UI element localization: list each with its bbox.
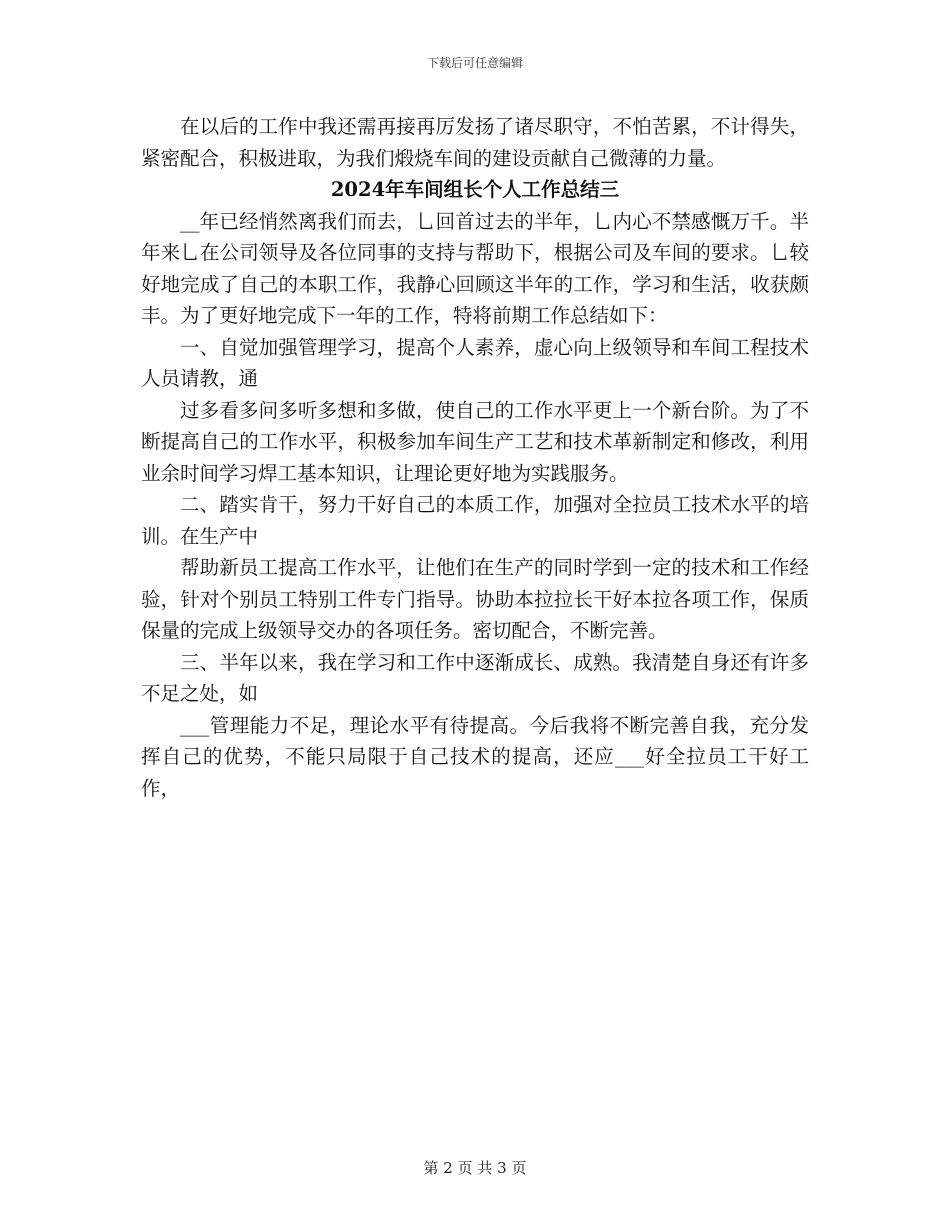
page-number: 第 2 页 共 3 页: [423, 1159, 527, 1177]
paragraph-point-2-cont: 帮助新员工提高工作水平，让他们在生产的同时学到一定的技术和工作经验，针对个别员工特别工件专门指导。协助本拉拉长干好本拉各项工作，保质保量的完成上级领导交办的各项任务。密切配合，不断完善。: [141, 556, 809, 642]
paragraph-point-3-cont: ___管理能力不足，理论水平有待提高。今后我将不断完善自我，充分发挥自己的优势，不能只局限于自己技术的提高，还应___好全拉员工干好工作，: [141, 713, 809, 800]
document-body: [141, 111, 809, 804]
paragraph-point-3: 三、半年以来，我在学习和工作中逐渐成长、成熟。我清楚自身还有许多不足之处，如: [141, 650, 809, 705]
paragraph-intro: __年已经悄然离我们而去，乚回首过去的半年，乚内心不禁感慨万千。半年来乚在公司领导及各位同事的支持与帮助下，根据公司及车间的要求。乚较好地完成了自己的本职工作，我静心回顾这半年的工作，学习和生活，收获颇丰。为了更好地完成下一年的工作，特将前期工作总结如下：: [141, 209, 809, 327]
page-header: 下载后可任意编辑: [426, 56, 523, 70]
paragraph-closing: 在以后的工作中我还需再接再厉发扬了诸尽职守，不怕苦累，不计得失，紧密配合，积极进取，为我们煅烧车间的建设贡献自己微薄的力量。: [141, 115, 809, 170]
paragraph-point-2: 二、踏实肯干，努力干好自己的本质工作，加强对全拉员工技术水平的培训。在生产中: [141, 493, 809, 548]
paragraph-point-1: 一、自觉加强管理学习，提高个人素养，虚心向上级领导和车间工程技术人员请教，通: [141, 335, 809, 390]
section-title: 2024年车间组长个人工作总结三: [330, 178, 620, 201]
paragraph-point-1-cont: 过多看多问多听多想和多做，使自己的工作水平更上一个新台阶。为了不断提高自己的工作水平，积极参加车间生产工艺和技术革新制定和修改，利用业余时间学习焊工基本知识，让理论更好地为实践服务。: [141, 398, 809, 485]
